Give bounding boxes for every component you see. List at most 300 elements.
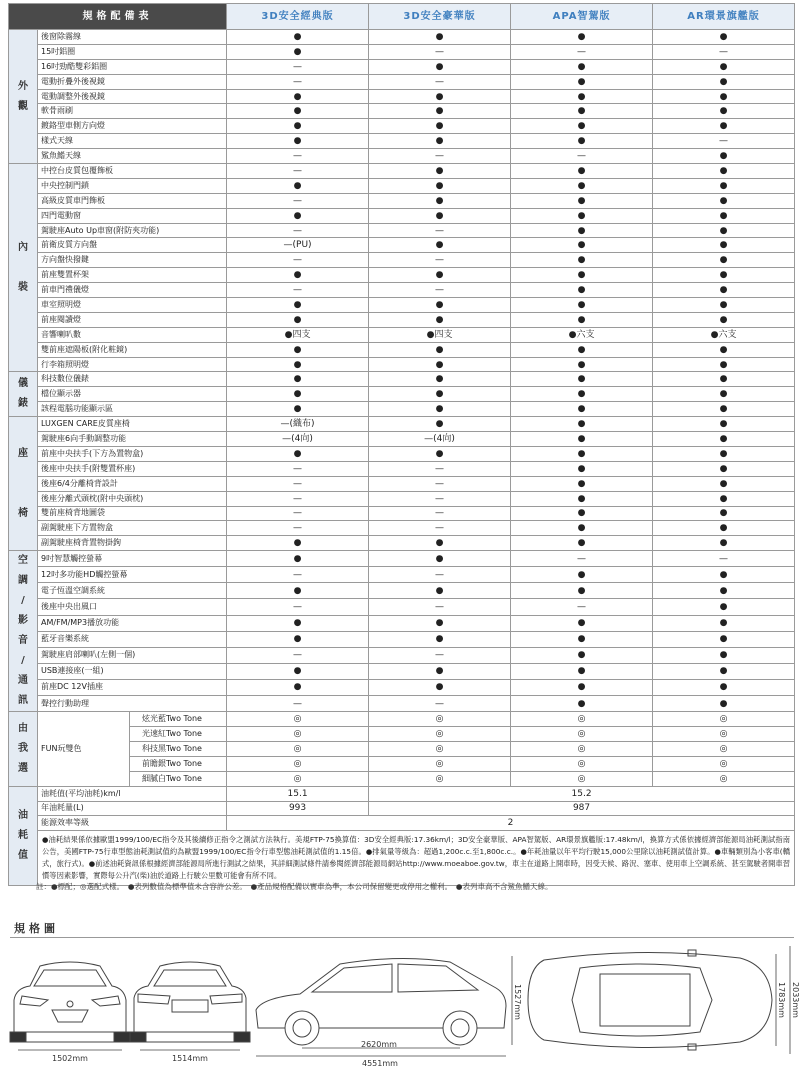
feature-name: 年油耗量(L): [38, 801, 227, 816]
feature-name: 高級皮質車門飾板: [38, 193, 227, 208]
feature-value: ●: [653, 506, 795, 521]
table-row: [9, 223, 795, 238]
feature-value: ●: [511, 461, 653, 476]
feature-value: ●: [369, 312, 511, 327]
feature-name: 能源效率等級: [38, 816, 227, 831]
feature-value: ●: [369, 536, 511, 551]
front-track-label: 1502mm: [52, 1054, 88, 1063]
feature-value: ●: [369, 104, 511, 119]
feature-value: ●: [653, 253, 795, 268]
feature-value: ●: [653, 536, 795, 551]
feature-value: ●: [227, 30, 369, 45]
table-row: [9, 372, 795, 387]
feature-value: ●: [653, 268, 795, 283]
feature-name: 電動折疊外後視鏡: [38, 74, 227, 89]
category-label: 座 椅: [9, 417, 38, 551]
feature-value: ●: [227, 268, 369, 283]
feature-name: 鍍鉻型車側方向燈: [38, 119, 227, 134]
feature-value: ◎: [653, 712, 795, 727]
feature-value: ◎: [511, 756, 653, 771]
feature-value: ●: [227, 312, 369, 327]
table-row: [9, 44, 795, 59]
table-row: [9, 30, 795, 45]
feature-value: ●: [511, 193, 653, 208]
feature-value: ●: [511, 283, 653, 298]
feature-name: 前座DC 12V插座: [38, 679, 227, 695]
feature-value: ●: [369, 89, 511, 104]
feature-value: ●: [511, 104, 653, 119]
feature-name: 前衛皮質方向盤: [38, 238, 227, 253]
feature-value: ●: [369, 631, 511, 647]
feature-value: ◎: [369, 727, 511, 742]
feature-value: ●: [653, 74, 795, 89]
feature-value: ●: [653, 663, 795, 679]
table-row: [9, 387, 795, 402]
feature-value: —: [227, 149, 369, 164]
feature-value: ●: [653, 491, 795, 506]
feature-value: ●四支: [369, 327, 511, 342]
feature-value: —(PU): [227, 238, 369, 253]
feature-value: —: [227, 193, 369, 208]
feature-value: —: [369, 253, 511, 268]
feature-value: ●: [653, 372, 795, 387]
feature-value: ●: [227, 402, 369, 417]
feature-value: —: [369, 506, 511, 521]
feature-value: ●: [653, 193, 795, 208]
feature-value: ●: [227, 387, 369, 402]
feature-value: ●: [511, 59, 653, 74]
feature-name: 鯊魚鰭天線: [38, 149, 227, 164]
feature-value: ●: [227, 372, 369, 387]
table-row: [9, 647, 795, 663]
feature-value: ●: [511, 615, 653, 631]
feature-value: —: [227, 74, 369, 89]
feature-value: —(4向): [227, 432, 369, 447]
feature-name: 12吋多功能HD觸控螢幕: [38, 567, 227, 583]
feature-value: ◎: [511, 727, 653, 742]
spec-body: [9, 30, 795, 886]
table-row: [9, 253, 795, 268]
feature-name: 9吋智慧觸控螢幕: [38, 551, 227, 567]
feature-value: ●: [227, 89, 369, 104]
feature-value: ●: [227, 583, 369, 599]
feature-value: 987: [369, 801, 795, 816]
feature-value: ●: [369, 446, 511, 461]
feature-value: ●: [653, 631, 795, 647]
table-row: [9, 298, 795, 313]
car-front-view-icon: [10, 962, 130, 1042]
feature-value: ●: [369, 164, 511, 179]
feature-value: ●: [511, 446, 653, 461]
feature-value: ◎: [227, 771, 369, 786]
feature-name: 前座中央扶手(下方為置物盒): [38, 446, 227, 461]
feature-value: ◎: [227, 712, 369, 727]
feature-value: ●: [653, 567, 795, 583]
feature-value: ●: [511, 631, 653, 647]
feature-value: —: [227, 164, 369, 179]
feature-value: ●: [511, 89, 653, 104]
feature-value: —: [369, 476, 511, 491]
feature-name: 方向盤快撥鍵: [38, 253, 227, 268]
feature-value: —: [369, 461, 511, 476]
feature-value: —: [511, 149, 653, 164]
feature-name: 樣式天線: [38, 134, 227, 149]
feature-value: ●: [227, 134, 369, 149]
feature-name: 四門電動窗: [38, 208, 227, 223]
feature-value: ●: [369, 134, 511, 149]
feature-value: ●: [653, 208, 795, 223]
table-row: [9, 536, 795, 551]
rear-track-label: 1514mm: [172, 1054, 208, 1063]
table-row: [9, 283, 795, 298]
feature-value: ●: [369, 30, 511, 45]
table-row: [9, 816, 795, 831]
feature-name: LUXGEN CARE皮質座椅: [38, 417, 227, 432]
table-row: [9, 119, 795, 134]
feature-value: —: [511, 44, 653, 59]
feature-value: —: [653, 551, 795, 567]
feature-value: ●: [653, 149, 795, 164]
feature-value: —: [369, 44, 511, 59]
feature-value: ◎: [653, 756, 795, 771]
feature-value: ◎: [369, 771, 511, 786]
feature-value: ●: [227, 119, 369, 134]
feature-value: ●: [369, 268, 511, 283]
feature-value: ●: [511, 506, 653, 521]
feature-value: ●: [227, 536, 369, 551]
table-row: [9, 89, 795, 104]
feature-value: ●: [511, 417, 653, 432]
feature-value: ◎: [653, 741, 795, 756]
table-row: [9, 476, 795, 491]
table-row: [9, 312, 795, 327]
feature-value: —: [227, 491, 369, 506]
feature-value: ●: [369, 238, 511, 253]
feature-name: AM/FM/MP3播放功能: [38, 615, 227, 631]
header-row: [9, 4, 795, 30]
feature-value: ●: [511, 298, 653, 313]
feature-name: 電動調整外後視鏡: [38, 89, 227, 104]
feature-name: 音響喇叭數: [38, 327, 227, 342]
feature-name: 中控台皮質包覆飾板: [38, 164, 227, 179]
feature-value: ●: [653, 89, 795, 104]
feature-value: ●: [369, 208, 511, 223]
category-label: 內 裝: [9, 164, 38, 372]
feature-value: ●: [511, 223, 653, 238]
color-option: 光速紅Two Tone: [130, 727, 227, 742]
feature-value: ●: [653, 223, 795, 238]
feature-name: FUN玩雙色: [38, 712, 130, 786]
feature-value: ●: [653, 476, 795, 491]
feature-value: —(4向): [369, 432, 511, 447]
table-row: [9, 551, 795, 567]
feature-name: 駕駛座Auto Up車窗(附防夾功能): [38, 223, 227, 238]
category-label: 儀 錶: [9, 372, 38, 417]
feature-name: 科技數位儀錶: [38, 372, 227, 387]
table-row: [9, 615, 795, 631]
feature-value: ●: [511, 208, 653, 223]
table-title: 規格配備表: [9, 4, 227, 30]
feature-value: ●: [369, 387, 511, 402]
table-row: [9, 432, 795, 447]
feature-value: ●: [369, 193, 511, 208]
feature-name: 該程電腦功能顯示區: [38, 402, 227, 417]
feature-value: ●: [511, 663, 653, 679]
table-row: [9, 402, 795, 417]
feature-name: 副駕駛座椅背置物掛鉤: [38, 536, 227, 551]
feature-value: —: [227, 253, 369, 268]
feature-value: ●四支: [227, 327, 369, 342]
feature-value: ●: [653, 461, 795, 476]
feature-value: ●: [511, 476, 653, 491]
color-option: 細膩白Two Tone: [130, 771, 227, 786]
feature-value: ●: [369, 178, 511, 193]
feature-value: —: [227, 647, 369, 663]
feature-value: ●: [511, 402, 653, 417]
color-option: 炫光藍Two Tone: [130, 712, 227, 727]
feature-value: —: [369, 149, 511, 164]
feature-value: ●: [227, 208, 369, 223]
feature-value: ●: [511, 312, 653, 327]
spec-table: [8, 3, 795, 886]
feature-value: ●: [653, 387, 795, 402]
table-row: [9, 134, 795, 149]
feature-name: 檔位顯示器: [38, 387, 227, 402]
category-label: 油 耗 值: [9, 786, 38, 886]
car-side-view-icon: [256, 958, 506, 1045]
table-row: [9, 567, 795, 583]
fuel-note: ●油耗結果係依據歐盟1999/100/EC指令及其後續修正指令之測試方法執行。美規FTP-75換算值：3D安全經典版:17.36km/l；3D安全豪華版、APA智駕版、AR環景旗艦版:17.48km/l，換算方式係依據經濟部能源局油耗測試指南公告，美國FTP-75行車型態油耗測試值約為歐盟1999/100/EC指令行車型態油耗測試值的1.15倍。●排氣量等級為：超過1,200c.c.至1,800c.c.。●年耗油量以年平均行駛15,000公里除以油耗測試值計算。●車輛類別為小客車(轎式，旅行式)。●前述油耗資訊係根據經濟部能源局所進行測試之結果，其詳細測試條件請參閱經濟部能源局網站http://www.moeaboe.gov.tw，車主在道路上開車時，因受天候、路況、塞車、使用車上空調系統、甚至駕駛者開車習慣等因素影響，實際每公升汽(柴)油於道路上行駛公里數可能會有所不同。: [38, 831, 795, 886]
feature-value: ●: [653, 696, 795, 712]
table-row: [9, 342, 795, 357]
feature-value: ●: [653, 357, 795, 372]
table-row: [9, 712, 795, 727]
header-trim-4: AR環景旗艦版: [653, 4, 795, 30]
feature-value: ●: [369, 119, 511, 134]
feature-value: ◎: [511, 712, 653, 727]
feature-value: ●: [653, 417, 795, 432]
feature-value: ●: [227, 44, 369, 59]
feature-value: ●: [227, 446, 369, 461]
feature-value: —: [653, 44, 795, 59]
feature-value: ●: [653, 238, 795, 253]
feature-name: 15吋鋁圈: [38, 44, 227, 59]
feature-value: ●: [511, 178, 653, 193]
feature-name: 副駕駛座下方置物盒: [38, 521, 227, 536]
feature-value: ●: [511, 372, 653, 387]
feature-value: ●: [653, 679, 795, 695]
feature-value: ●: [227, 551, 369, 567]
feature-value: ●: [369, 357, 511, 372]
feature-value: ◎: [511, 741, 653, 756]
feature-value: ●: [511, 679, 653, 695]
feature-value: ●: [511, 357, 653, 372]
table-row: [9, 208, 795, 223]
table-row: [9, 631, 795, 647]
table-row: [9, 491, 795, 506]
feature-name: 中央控制門鎖: [38, 178, 227, 193]
dimension-drawings: [0, 940, 800, 1075]
feature-value: ●: [369, 342, 511, 357]
feature-value: —: [369, 491, 511, 506]
feature-value: ●: [227, 615, 369, 631]
feature-value: ●: [653, 342, 795, 357]
feature-value: 15.1: [227, 786, 369, 801]
feature-value: ●: [369, 417, 511, 432]
table-row: [9, 327, 795, 342]
feature-value: ●: [511, 432, 653, 447]
feature-value: ◎: [369, 712, 511, 727]
feature-name: USB連接座(一組): [38, 663, 227, 679]
feature-value: —: [227, 223, 369, 238]
feature-value: ●: [653, 30, 795, 45]
feature-value: ●: [653, 521, 795, 536]
feature-value: ●: [227, 104, 369, 119]
feature-name: 後座分離式頭枕(附中央頭枕): [38, 491, 227, 506]
divider: [10, 937, 794, 938]
feature-value: ●: [511, 238, 653, 253]
feature-value: —: [511, 599, 653, 615]
footnote: 註：●標配；◎選配式樣。 ●表列數值為標準值未含容許公差。 ●產品規格配備以實車為準，本公司保留變更或停用之權利。 ●表列車高不含鯊魚鰭天線。: [36, 882, 553, 891]
table-row: [9, 679, 795, 695]
table-row: [9, 164, 795, 179]
feature-name: 後座6/4分離椅背設計: [38, 476, 227, 491]
feature-name: 油耗值(平均油耗)km/l: [38, 786, 227, 801]
table-row: [9, 583, 795, 599]
feature-value: ●: [369, 679, 511, 695]
feature-name: 16吋勁酷雙彩鋁圈: [38, 59, 227, 74]
table-row: [9, 104, 795, 119]
feature-value: —: [369, 283, 511, 298]
header-trim-1: 3D安全經典版: [227, 4, 369, 30]
feature-value: —: [227, 599, 369, 615]
feature-value: —(織布): [227, 417, 369, 432]
feature-name: 後座中央扶手(附雙置杯座): [38, 461, 227, 476]
header-trim-2: 3D安全豪華版: [369, 4, 511, 30]
feature-value: —: [227, 59, 369, 74]
table-row: [9, 506, 795, 521]
feature-value: ●: [653, 446, 795, 461]
feature-name: 車室照明燈: [38, 298, 227, 313]
feature-value: ●: [511, 253, 653, 268]
feature-value: ◎: [369, 756, 511, 771]
feature-value: ●: [511, 164, 653, 179]
feature-value: 2: [227, 816, 795, 831]
feature-value: ●: [653, 178, 795, 193]
car-rear-view-icon: [130, 962, 250, 1042]
feature-value: ●: [653, 402, 795, 417]
table-row: [9, 696, 795, 712]
table-row: [9, 446, 795, 461]
feature-value: ●: [227, 357, 369, 372]
category-label: 外 觀: [9, 30, 38, 164]
feature-value: ◎: [369, 741, 511, 756]
category-label: 空 調 / 影 音 / 通 訊: [9, 551, 38, 712]
feature-value: ●: [227, 631, 369, 647]
feature-value: ●: [369, 663, 511, 679]
table-row: [9, 149, 795, 164]
feature-value: ●: [653, 647, 795, 663]
feature-value: ●: [653, 164, 795, 179]
feature-name: 雙前座椅背地圖袋: [38, 506, 227, 521]
feature-value: ●: [653, 283, 795, 298]
feature-name: 聲控行動助理: [38, 696, 227, 712]
feature-name: 電子恆溫空調系統: [38, 583, 227, 599]
feature-value: ●: [653, 104, 795, 119]
feature-value: ●: [653, 432, 795, 447]
header-trim-3: APA智駕版: [511, 4, 653, 30]
feature-value: ●: [511, 30, 653, 45]
feature-value: —: [227, 283, 369, 298]
feature-value: ●: [227, 679, 369, 695]
table-row: [9, 417, 795, 432]
feature-value: —: [227, 696, 369, 712]
feature-value: ●: [511, 536, 653, 551]
feature-value: ◎: [653, 771, 795, 786]
feature-value: —: [227, 476, 369, 491]
feature-value: 15.2: [369, 786, 795, 801]
feature-value: ●: [653, 119, 795, 134]
table-row: [9, 786, 795, 801]
feature-value: —: [227, 567, 369, 583]
table-row: [9, 268, 795, 283]
feature-value: ●: [369, 372, 511, 387]
feature-value: ●: [511, 134, 653, 149]
feature-value: ●: [227, 663, 369, 679]
feature-value: ●: [369, 402, 511, 417]
feature-value: ●: [227, 178, 369, 193]
table-row: [9, 831, 795, 886]
table-row: [9, 521, 795, 536]
table-row: [9, 357, 795, 372]
feature-value: ●: [511, 567, 653, 583]
feature-name: 藍牙音樂系統: [38, 631, 227, 647]
dimension-section-title: 規格圖: [14, 922, 59, 935]
feature-value: ●六支: [511, 327, 653, 342]
width-label: 1783mm: [777, 982, 786, 1018]
feature-value: —: [653, 134, 795, 149]
feature-value: ●: [511, 387, 653, 402]
feature-value: ●: [511, 268, 653, 283]
feature-value: ●: [511, 491, 653, 506]
feature-value: ●: [511, 119, 653, 134]
feature-value: ●: [227, 298, 369, 313]
table-row: [9, 801, 795, 816]
width-mirrors-label: 2033mm: [791, 982, 800, 1018]
feature-value: ●: [653, 312, 795, 327]
feature-value: —: [369, 599, 511, 615]
feature-value: —: [369, 74, 511, 89]
feature-name: 駕駛座肩部喇叭(左側一個): [38, 647, 227, 663]
height-label: 1527mm: [513, 984, 522, 1020]
feature-name: 後窗除霧線: [38, 30, 227, 45]
table-row: [9, 599, 795, 615]
length-label: 4551mm: [362, 1059, 398, 1068]
table-row: [9, 663, 795, 679]
feature-value: ●: [653, 615, 795, 631]
table-row: [9, 238, 795, 253]
feature-value: —: [369, 567, 511, 583]
feature-name: 前座閱讀燈: [38, 312, 227, 327]
feature-value: ●: [511, 74, 653, 89]
feature-name: 後座中央出風口: [38, 599, 227, 615]
feature-value: —: [369, 521, 511, 536]
table-row: [9, 193, 795, 208]
feature-value: —: [227, 461, 369, 476]
table-row: [9, 178, 795, 193]
feature-value: —: [227, 506, 369, 521]
feature-name: 前車門禮儀燈: [38, 283, 227, 298]
